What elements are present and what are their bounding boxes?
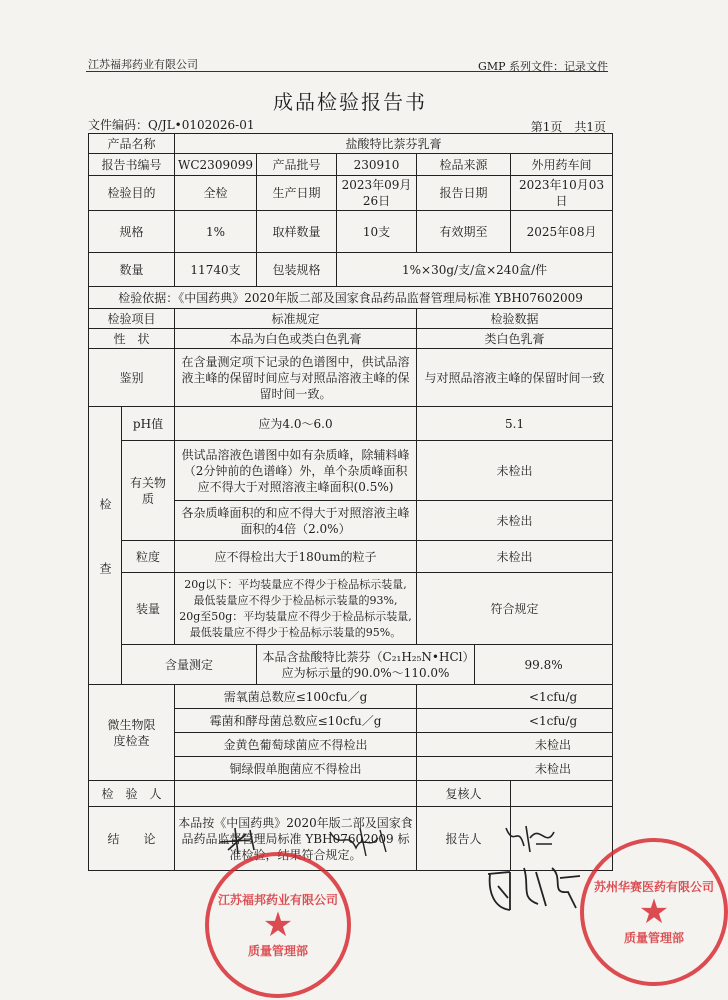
expiry-label: 有效期至 bbox=[417, 211, 511, 253]
page-header bbox=[0, 0, 700, 80]
col-item: 检验项目 bbox=[89, 309, 175, 329]
fill-standard-line-3: 20g至50g：平均装量应不得少于检品标示装量, bbox=[179, 609, 412, 623]
company-seal bbox=[205, 852, 351, 998]
micro-standard-2: 霉菌和酵母菌总数应≤10cfu／g bbox=[175, 709, 417, 733]
star-icon: ★ bbox=[262, 905, 294, 945]
micro-result-3: 未检出 bbox=[417, 733, 613, 757]
particle-result: 未检出 bbox=[417, 541, 613, 573]
impurity-standard-1: 供试品溶液色谱图中如有杂质峰，除辅料峰（2分钟前的色谱峰）外，单个杂质峰面积应不得大于对照溶液主峰面积(0.5%) bbox=[175, 441, 417, 501]
micro-label: 微生物限度检查 bbox=[89, 685, 175, 781]
test-basis: 检验依据：《中国药典》2020年版二部及国家食品药品监督管理局标准 YBH07602009 bbox=[89, 287, 613, 309]
inspector-label: 检 验 人 bbox=[89, 781, 175, 807]
report-table bbox=[88, 133, 613, 871]
impurity-label: 有关物质 bbox=[122, 441, 175, 541]
page-title: 成品检验报告书 bbox=[273, 90, 427, 114]
assay-result: 99.8% bbox=[475, 645, 613, 685]
fill-standard bbox=[175, 573, 417, 645]
mfg-date-label: 生产日期 bbox=[257, 176, 337, 211]
reviewer-label: 复核人 bbox=[417, 781, 511, 807]
micro-result-4: 未检出 bbox=[417, 757, 613, 781]
reviewer-signature bbox=[500, 818, 560, 858]
conclusion-label: 结 论 bbox=[89, 807, 175, 871]
col-standard: 标准规定 bbox=[175, 309, 417, 329]
inspector-signature-cell bbox=[175, 781, 417, 807]
seal-dept-text: 质量管理部 bbox=[247, 944, 308, 958]
seal-distributor-text: 苏州华赛医药有限公司 bbox=[593, 880, 714, 894]
report-no-label: 报告书编号 bbox=[89, 154, 175, 176]
conclusion-text: 本品按《中国药典》2020年版二部及国家食品药品监督管理局标准 YBH07602009 标准检验，结果符合规定。 bbox=[175, 807, 417, 871]
mfg-date: 2023年09月26日 bbox=[337, 176, 417, 211]
fill-result: 符合规定 bbox=[417, 573, 613, 645]
impurity-result-1: 未检出 bbox=[417, 441, 613, 501]
star-icon: ★ bbox=[638, 892, 670, 932]
identification-label: 鉴别 bbox=[89, 349, 175, 407]
fill-label: 装量 bbox=[122, 573, 175, 645]
check-label: 检 查 bbox=[89, 407, 122, 685]
reporter-signature bbox=[480, 858, 590, 914]
seal-company-text: 江苏福邦药业有限公司 bbox=[217, 893, 338, 907]
reviewer-signature-cell bbox=[511, 781, 613, 807]
appearance-result: 类白色乳膏 bbox=[417, 329, 613, 349]
batch-value: 230910 bbox=[337, 154, 417, 176]
gmp-label: GMP 系列文件：记录文件 bbox=[478, 60, 608, 73]
appearance-label: 性 状 bbox=[89, 329, 175, 349]
micro-result-1: <1cfu/g bbox=[417, 685, 613, 709]
spec-value: 1% bbox=[175, 211, 257, 253]
batch-label: 产品批号 bbox=[257, 154, 337, 176]
impurity-result-2: 未检出 bbox=[417, 501, 613, 541]
report-no: WC2309099 bbox=[175, 154, 257, 176]
identification-result: 与对照品溶液主峰的保留时间一致 bbox=[417, 349, 613, 407]
micro-standard-1: 需氧菌总数应≤100cfu／g bbox=[175, 685, 417, 709]
product-name-label: 产品名称 bbox=[89, 134, 175, 154]
particle-label: 粒度 bbox=[122, 541, 175, 573]
pack-value: 1%×30g/支/盒×240盒/件 bbox=[337, 253, 613, 287]
qty-label: 数量 bbox=[89, 253, 175, 287]
fill-standard-line-1: 20g以下：平均装量应不得少于检品标示装量, bbox=[184, 577, 407, 591]
reporter-label: 报告人 bbox=[417, 807, 511, 871]
appearance-standard: 本品为白色或类白色乳膏 bbox=[175, 329, 417, 349]
particle-standard: 应不得检出大于180um的粒子 bbox=[175, 541, 417, 573]
report-date: 2023年10月03日 bbox=[511, 176, 613, 211]
page-number: 第1页 共1页 bbox=[530, 120, 606, 134]
ph-standard: 应为4.0～6.0 bbox=[175, 407, 417, 441]
fill-standard-line-4: 最低装量应不得少于检品标示装量的95%。 bbox=[189, 625, 402, 639]
pack-label: 包装规格 bbox=[257, 253, 337, 287]
col-result: 检验数据 bbox=[417, 309, 613, 329]
ph-result: 5.1 bbox=[417, 407, 613, 441]
micro-standard-4: 铜绿假单胞菌应不得检出 bbox=[175, 757, 417, 781]
identification-standard: 在含量测定项下记录的色谱图中，供试品溶液主峰的保留时间应与对照品溶液主峰的保留时间一致。 bbox=[175, 349, 417, 407]
expiry-value: 2025年08月 bbox=[511, 211, 613, 253]
sample-value: 10支 bbox=[337, 211, 417, 253]
purpose-label: 检验目的 bbox=[89, 176, 175, 211]
purpose-value: 全检 bbox=[175, 176, 257, 211]
ph-label: pH值 bbox=[122, 407, 175, 441]
assay-standard: 本品含盐酸特比萘芬（C₂₁H₂₅N•HCl）应为标示量的90.0%～110.0% bbox=[257, 645, 475, 685]
company-name: 江苏福邦药业有限公司 bbox=[88, 58, 198, 71]
seal-distributor-dept: 质量管理部 bbox=[623, 931, 684, 945]
source-value: 外用药车间 bbox=[511, 154, 613, 176]
file-number: 文件编码：Q/JL•0102026-01 bbox=[88, 118, 255, 132]
micro-standard-3: 金黄色葡萄球菌应不得检出 bbox=[175, 733, 417, 757]
product-name: 盐酸特比萘芬乳膏 bbox=[175, 134, 613, 154]
micro-result-2: <1cfu/g bbox=[417, 709, 613, 733]
assay-label: 含量测定 bbox=[122, 645, 257, 685]
sample-label: 取样数量 bbox=[257, 211, 337, 253]
source-label: 检品来源 bbox=[417, 154, 511, 176]
inspector-signature bbox=[210, 820, 410, 860]
fill-standard-line-2: 最低装量应不得少于检品标示装量的93%, bbox=[193, 593, 398, 607]
impurity-standard-2: 各杂质峰面积的和应不得大于对照溶液主峰面积的4倍（2.0%） bbox=[175, 501, 417, 541]
distributor-seal bbox=[580, 838, 728, 986]
qty-value: 11740支 bbox=[175, 253, 257, 287]
spec-label: 规格 bbox=[89, 211, 175, 253]
header-divider bbox=[86, 71, 608, 72]
report-date-label: 报告日期 bbox=[417, 176, 511, 211]
